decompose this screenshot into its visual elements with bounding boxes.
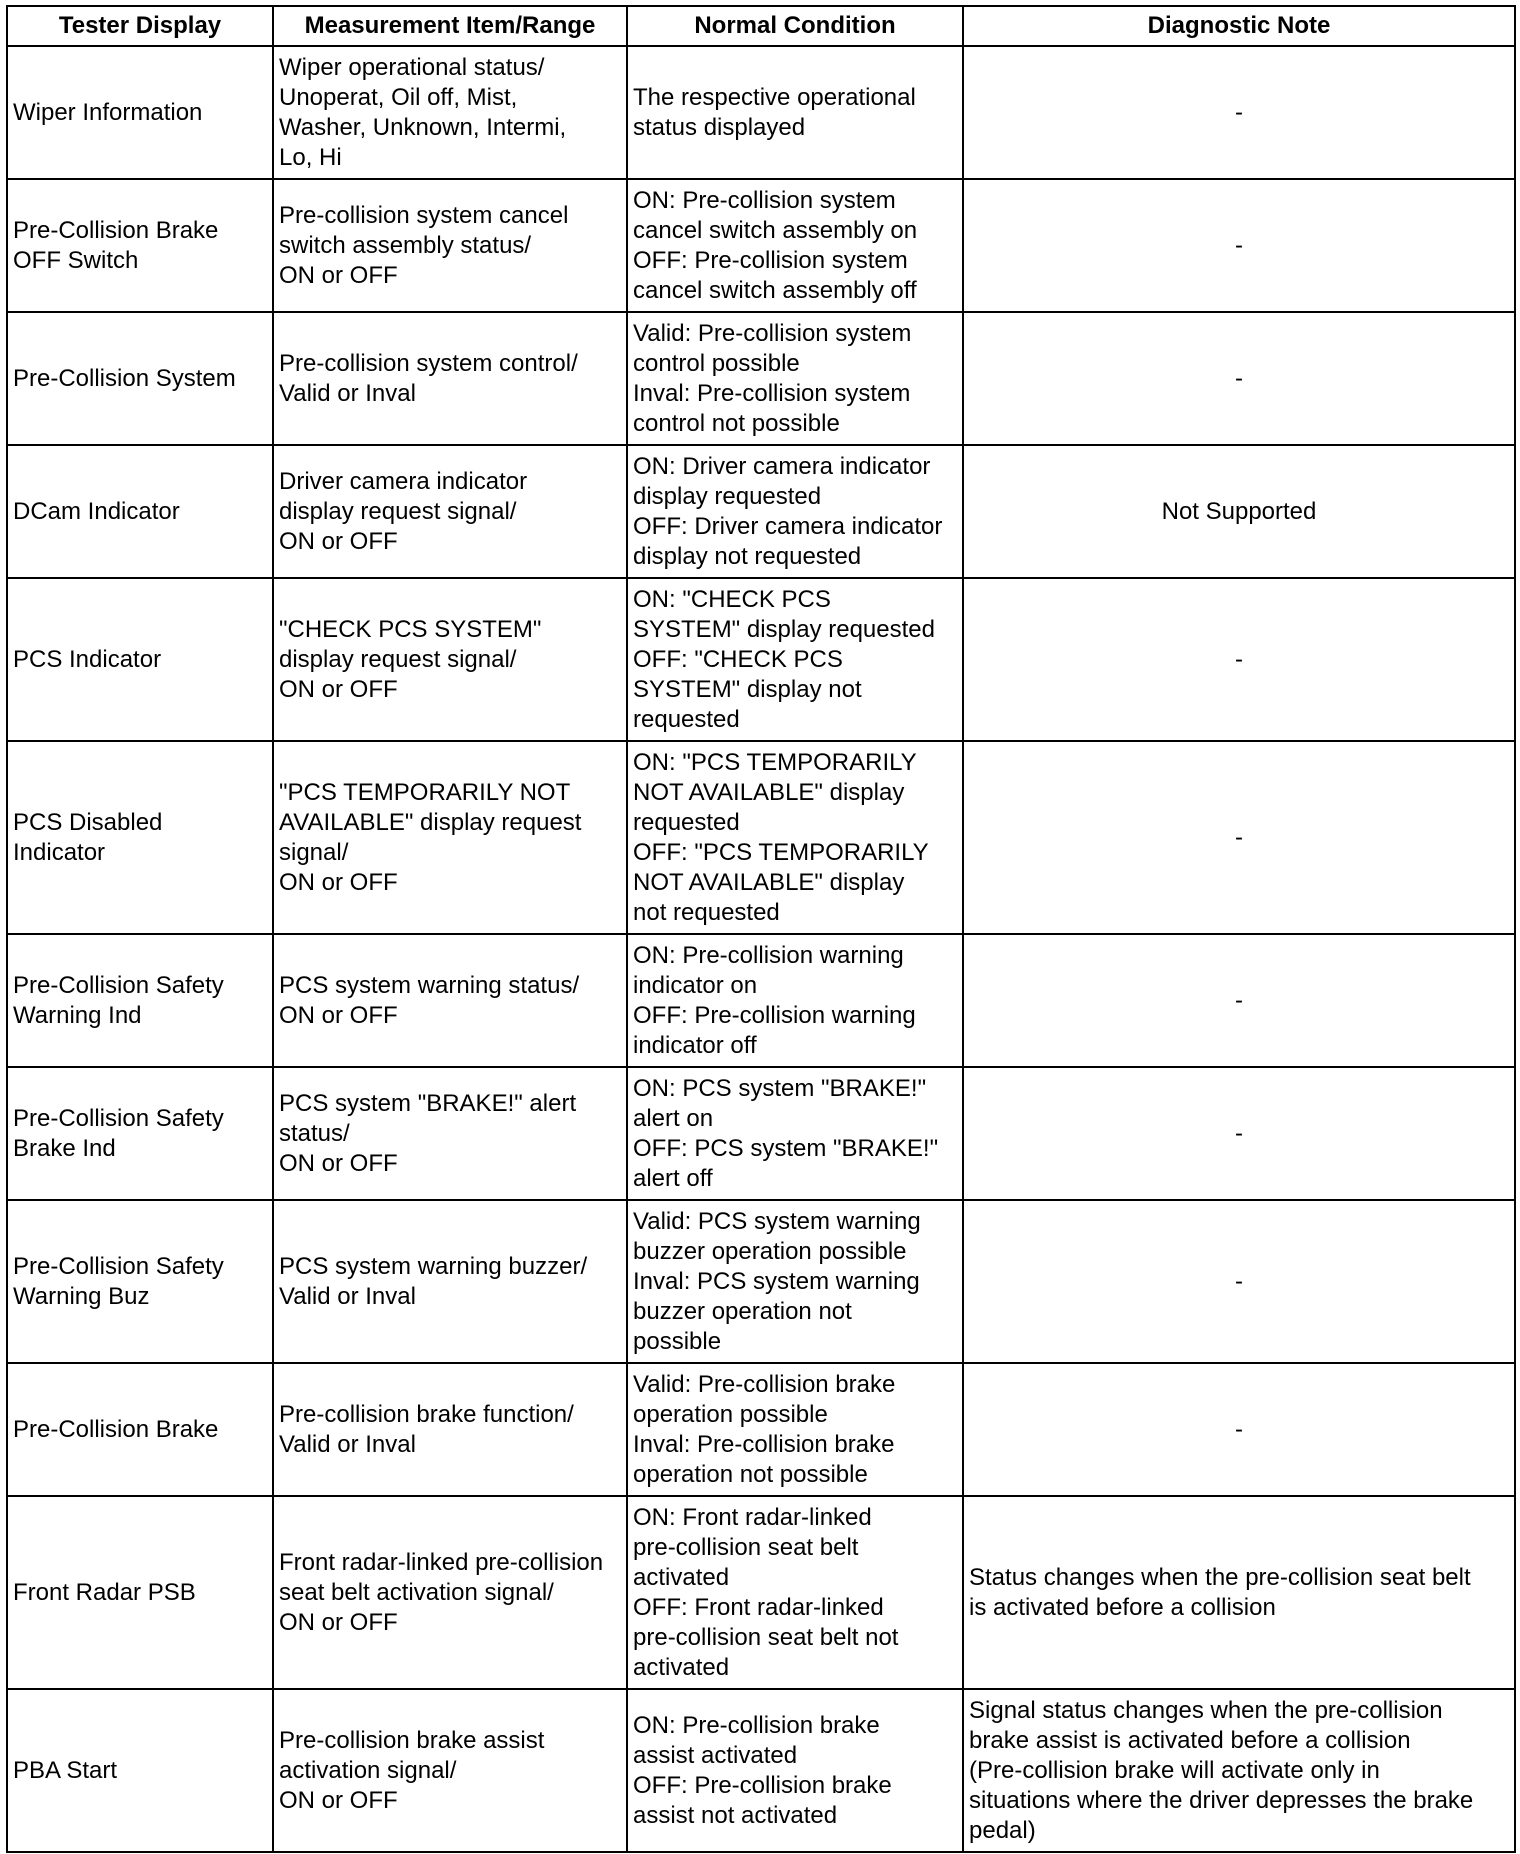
tester-display-cell: Pre-Collision Safety Warning Ind [7, 934, 273, 1067]
normal-condition-cell: ON: "PCS TEMPORARILY NOT AVAILABLE" display requested OFF: "PCS TEMPORARILY NOT AVAILABLE" display not requested [627, 741, 963, 934]
tester-display-cell: Pre-Collision Brake [7, 1363, 273, 1496]
table-row [7, 1363, 1515, 1496]
header-measurement-item: Measurement Item/Range [273, 6, 627, 46]
table-row [7, 179, 1515, 312]
diagnostic-note-cell: - [963, 1363, 1515, 1496]
normal-condition-cell: ON: Driver camera indicator display requested OFF: Driver camera indicator display not requested [627, 445, 963, 578]
normal-condition-cell: The respective operational status displayed [627, 46, 963, 179]
normal-condition-cell: Valid: PCS system warning buzzer operation possible Inval: PCS system warning buzzer operation not possible [627, 1200, 963, 1363]
tester-display-cell: PBA Start [7, 1689, 273, 1852]
table-row [7, 1067, 1515, 1200]
header-normal-condition: Normal Condition [627, 6, 963, 46]
tester-display-cell: Pre-Collision Safety Brake Ind [7, 1067, 273, 1200]
measurement-cell: Wiper operational status/ Unoperat, Oil off, Mist, Washer, Unknown, Intermi, Lo, Hi [273, 46, 627, 179]
diagnostic-note-cell: - [963, 1200, 1515, 1363]
normal-condition-cell: ON: PCS system "BRAKE!" alert on OFF: PCS system "BRAKE!" alert off [627, 1067, 963, 1200]
measurement-cell: PCS system "BRAKE!" alert status/ ON or OFF [273, 1067, 627, 1200]
tester-display-cell: PCS Indicator [7, 578, 273, 741]
table-row [7, 934, 1515, 1067]
diagnostic-note-cell: - [963, 312, 1515, 445]
diagnostic-note-cell: - [963, 46, 1515, 179]
tester-display-cell: Pre-Collision Safety Warning Buz [7, 1200, 273, 1363]
table-row [7, 1200, 1515, 1363]
diagnostic-note-cell: Not Supported [963, 445, 1515, 578]
measurement-cell: Pre-collision brake assist activation signal/ ON or OFF [273, 1689, 627, 1852]
measurement-cell: Driver camera indicator display request signal/ ON or OFF [273, 445, 627, 578]
table-row [7, 312, 1515, 445]
table-row [7, 1496, 1515, 1689]
normal-condition-cell: ON: Pre-collision warning indicator on OFF: Pre-collision warning indicator off [627, 934, 963, 1067]
normal-condition-cell: ON: Front radar-linked pre-collision seat belt activated OFF: Front radar-linked pre-collision seat belt not activated [627, 1496, 963, 1689]
tester-display-cell: Pre-Collision System [7, 312, 273, 445]
table-header-row [7, 6, 1515, 46]
diagnostic-table-container [6, 5, 1514, 1848]
table-row [7, 578, 1515, 741]
measurement-cell: "PCS TEMPORARILY NOT AVAILABLE" display request signal/ ON or OFF [273, 741, 627, 934]
diagnostic-note-cell: - [963, 1067, 1515, 1200]
diagnostic-note-cell: - [963, 934, 1515, 1067]
tester-display-cell: Pre-Collision Brake OFF Switch [7, 179, 273, 312]
measurement-cell: PCS system warning status/ ON or OFF [273, 934, 627, 1067]
measurement-cell: Pre-collision brake function/ Valid or Inval [273, 1363, 627, 1496]
normal-condition-cell: ON: Pre-collision system cancel switch assembly on OFF: Pre-collision system cancel switch assembly off [627, 179, 963, 312]
data-list-table [6, 5, 1516, 1853]
measurement-cell: Front radar-linked pre-collision seat belt activation signal/ ON or OFF [273, 1496, 627, 1689]
table-row [7, 1689, 1515, 1852]
measurement-cell: Pre-collision system cancel switch assembly status/ ON or OFF [273, 179, 627, 312]
diagnostic-note-cell: - [963, 179, 1515, 312]
normal-condition-cell: Valid: Pre-collision system control possible Inval: Pre-collision system control not possible [627, 312, 963, 445]
tester-display-cell: PCS Disabled Indicator [7, 741, 273, 934]
diagnostic-note-cell: - [963, 578, 1515, 741]
header-diagnostic-note: Diagnostic Note [963, 6, 1515, 46]
diagnostic-note-cell: Signal status changes when the pre-collision brake assist is activated before a collision (Pre-collision brake will activate only in situations where the driver depresses the brake pedal) [963, 1689, 1515, 1852]
tester-display-cell: DCam Indicator [7, 445, 273, 578]
tester-display-cell: Front Radar PSB [7, 1496, 273, 1689]
normal-condition-cell: Valid: Pre-collision brake operation possible Inval: Pre-collision brake operation not possible [627, 1363, 963, 1496]
diagnostic-note-cell: Status changes when the pre-collision seat belt is activated before a collision [963, 1496, 1515, 1689]
measurement-cell: "CHECK PCS SYSTEM" display request signal/ ON or OFF [273, 578, 627, 741]
table-row [7, 445, 1515, 578]
normal-condition-cell: ON: Pre-collision brake assist activated OFF: Pre-collision brake assist not activated [627, 1689, 963, 1852]
measurement-cell: Pre-collision system control/ Valid or Inval [273, 312, 627, 445]
measurement-cell: PCS system warning buzzer/ Valid or Inval [273, 1200, 627, 1363]
table-row [7, 741, 1515, 934]
normal-condition-cell: ON: "CHECK PCS SYSTEM" display requested OFF: "CHECK PCS SYSTEM" display not requested [627, 578, 963, 741]
table-row [7, 46, 1515, 179]
diagnostic-note-cell: - [963, 741, 1515, 934]
header-tester-display: Tester Display [7, 6, 273, 46]
tester-display-cell: Wiper Information [7, 46, 273, 179]
